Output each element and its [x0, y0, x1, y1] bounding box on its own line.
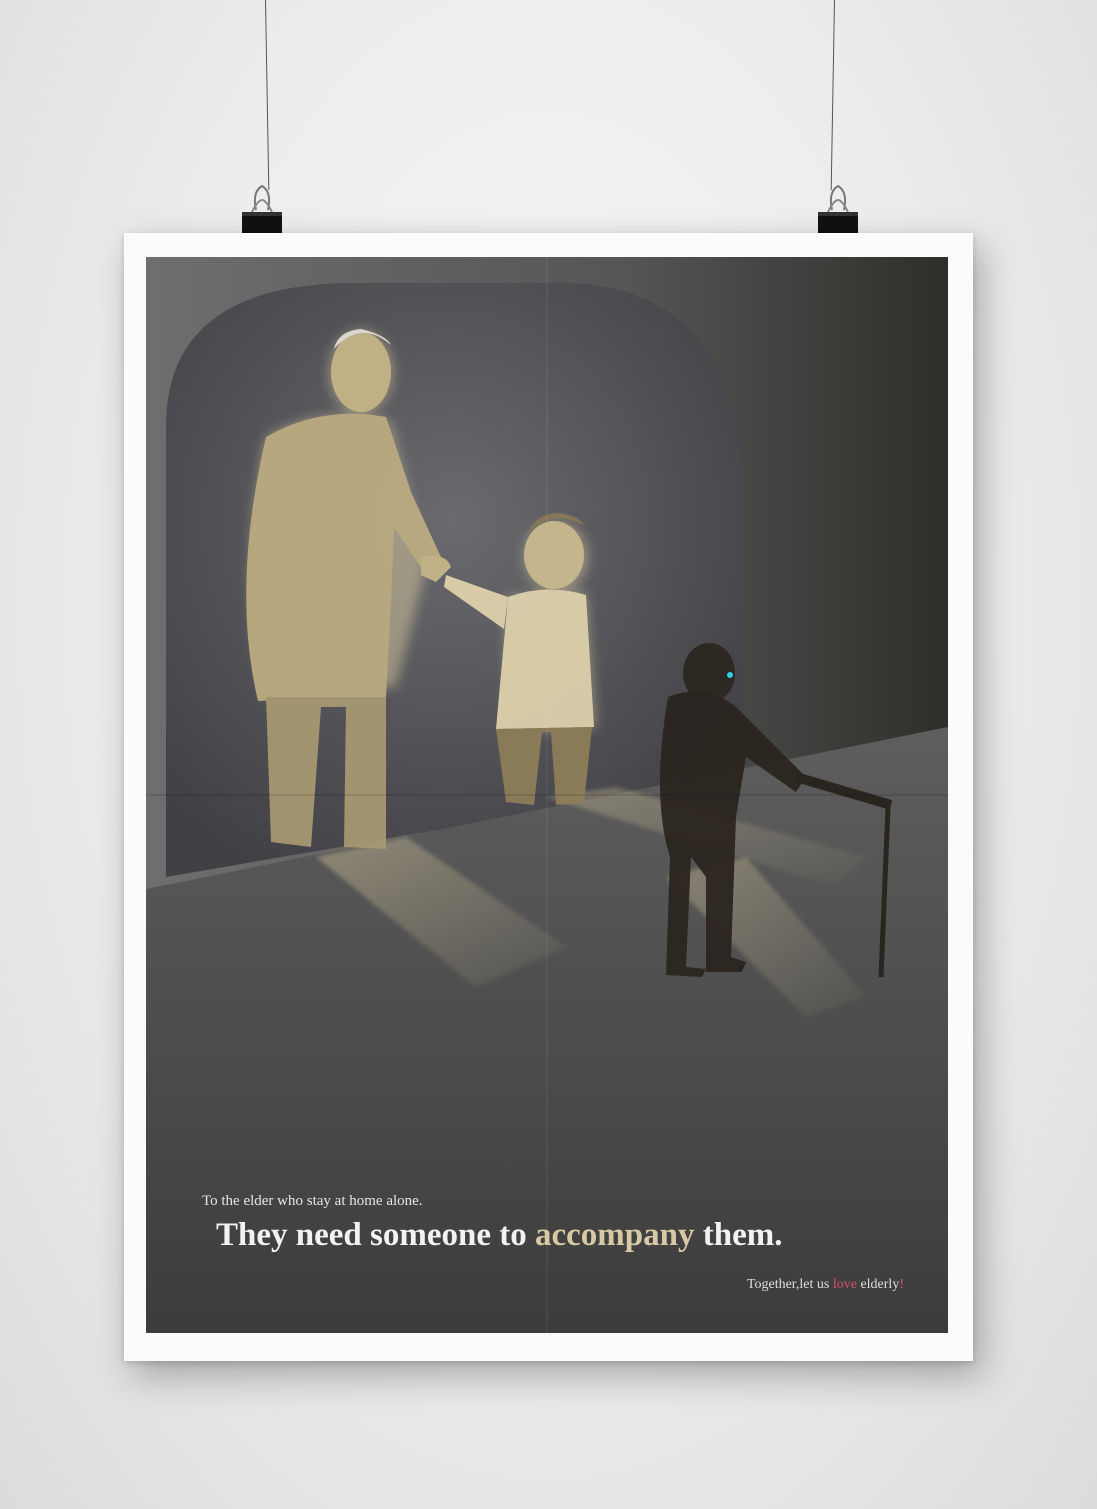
caption-headline-part2: them.: [694, 1217, 783, 1253]
poster-sheet: [124, 233, 973, 1361]
caption-tagline-love: love: [832, 1277, 857, 1292]
right-hanging-string: [831, 0, 835, 190]
caption-intro: To the elder who stay at home alone.: [202, 1193, 423, 1209]
caption-headline-part1: They need someone to: [216, 1217, 535, 1253]
caption-tagline-bang: !: [899, 1277, 904, 1292]
caption-tagline-part1: Together,let us: [746, 1277, 833, 1292]
caption-headline-accent: accompany: [534, 1217, 695, 1253]
caption-tagline: [747, 1277, 904, 1293]
caption-tagline-part2: elderly: [856, 1277, 900, 1292]
poster-artwork: [146, 257, 948, 1333]
poster-illustration: [146, 257, 948, 1333]
caption-headline: [216, 1217, 782, 1254]
left-hanging-string: [265, 0, 269, 190]
